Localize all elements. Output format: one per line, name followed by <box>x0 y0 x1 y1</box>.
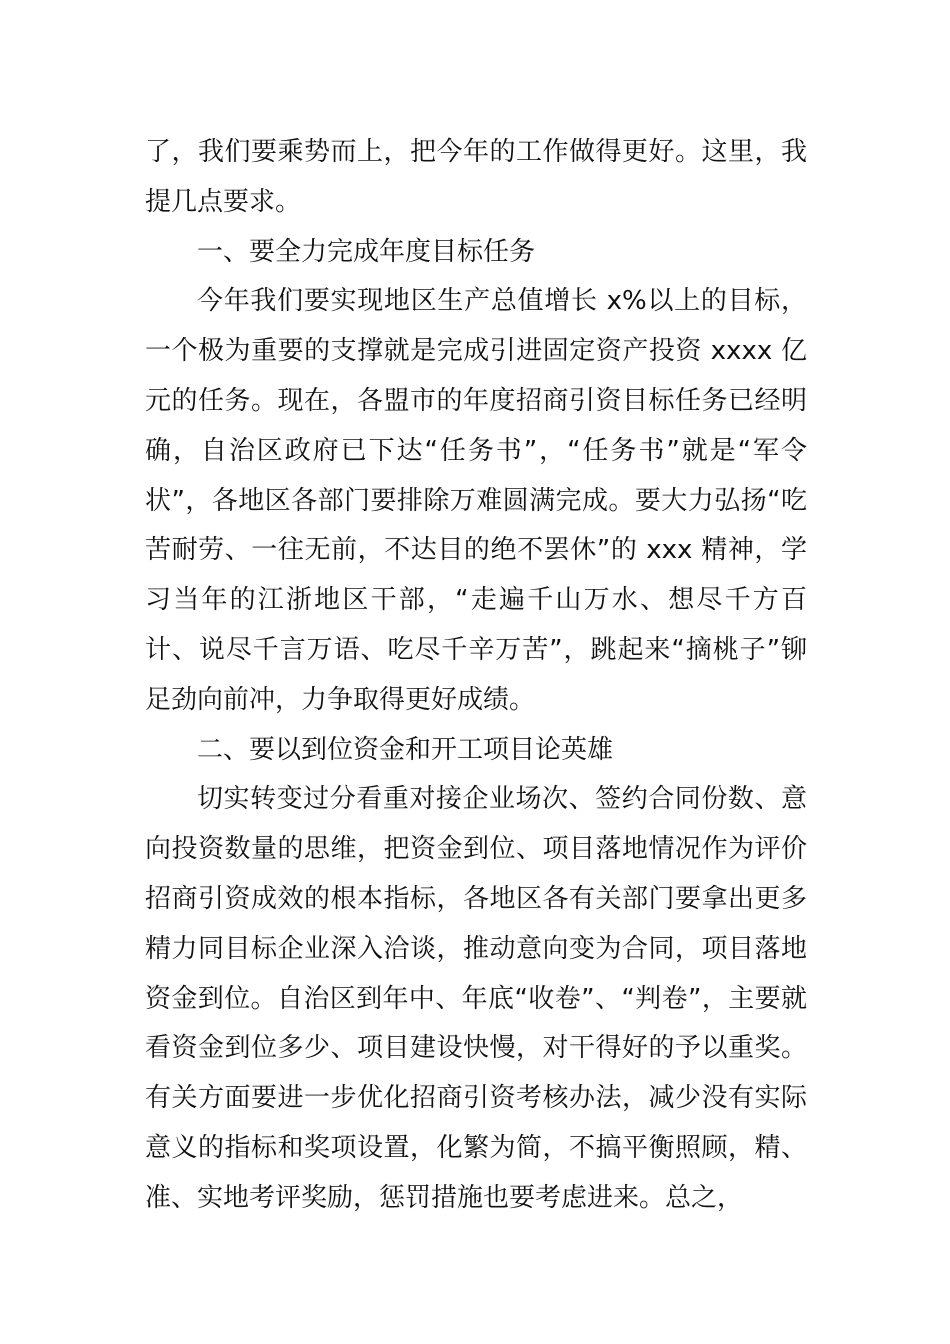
document-page <box>145 128 807 1224</box>
paragraph-continuation: 了，我们要乘势而上，把今年的工作做得更好。这里，我提几点要求。 <box>145 137 807 217</box>
section-heading-2: 二、要以到位资金和开工项目论英雄 <box>197 734 614 765</box>
section-heading-1: 一、要全力完成年度目标任务 <box>197 236 536 267</box>
paragraph-2: 切实转变过分看重对接企业场次、签约合同份数、意向投资数量的思维，把资金到位、项目落地情况作为评价招商引资成效的根本指标，各地区各有关部门要拿出更多精力同目标企业深入洽谈，推动意向变为合同，项目落地资金到位。自治区到年中、年底“收卷”、“判卷”，主要就看资金到位多少、项目建设快慢，对干得好的予以重奖。有关方面要进一步优化招商引资考核办法，减少没有实际意义的指标和奖项设置，化繁为简，不搞平衡照顾，精、准、实地考评奖励，惩罚措施也要考虑进来。总之， <box>145 784 807 1213</box>
paragraph-1: 今年我们要实现地区生产总值增长 x%以上的目标，一个极为重要的支撑就是完成引进固定资产投资 xxxx 亿元的任务。现在，各盟市的年度招商引资目标任务已经明确，自治区政府已下达“任务书”，“任务书”就是“军令状”，各地区各部门要排除万难圆满完成。要大力弘扬“吃苦耐劳、一往无前，不达目的绝不罢休”的 xxx 精神，学习当年的江浙地区干部，“走遍千山万水、想尽千方百计、说尽千言万语、吃尽千辛万苦”，跳起来“摘桃子”铆足劲向前冲，力争取得更好成绩。 <box>145 286 807 715</box>
